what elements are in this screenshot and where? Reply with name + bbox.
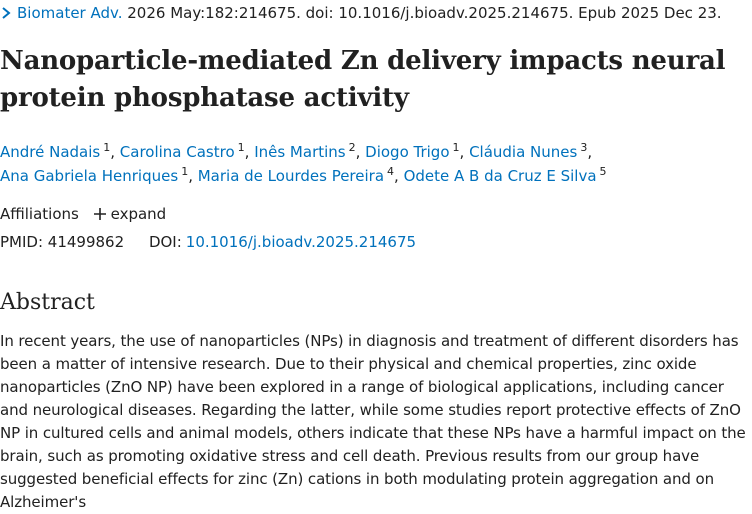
author-link[interactable]: Maria de Lourdes Pereira xyxy=(197,167,385,185)
affiliation-number[interactable]: 1 xyxy=(237,141,245,154)
abstract-heading: Abstract xyxy=(0,290,95,315)
affiliation-number[interactable]: 1 xyxy=(452,141,460,154)
journal-name: Biomater Adv. xyxy=(17,4,123,22)
doi-link[interactable]: 10.1016/j.bioadv.2025.214675 xyxy=(185,233,417,251)
abstract-text: In recent years, the use of nanoparticles (NPs) in diagnosis and treatment of different disorders has been a matter of intensive research. Due to their physical and chemical properties, zinc oxide nanoparticles (ZnO NP) have been explored in a range of biological applications, including cancer and neurological diseases. Regarding the latter, while some studies report protective effects of ZnO NP in cultured cells and animal models, others indicate that these NPs have a harmful impact on the brain, such as promoting oxidative stress and cell death. Previous results from our group have suggested beneficial effects for zinc (Zn) cations in both modulating protein aggregation and on Alzheimer's xyxy=(0,332,746,511)
author-link[interactable]: André Nadais xyxy=(0,143,101,161)
affiliation-number[interactable]: 1 xyxy=(103,141,111,154)
citation-details: 2026 May:182:214675. doi: 10.1016/j.bioadv.2025.214675. Epub 2025 Dec 23. xyxy=(127,4,722,22)
citation-line xyxy=(0,3,722,23)
author-link[interactable]: Cláudia Nunes xyxy=(469,143,578,161)
doi-label: DOI: xyxy=(148,233,182,251)
author-link[interactable]: Carolina Castro xyxy=(119,143,235,161)
affiliation-number[interactable]: 4 xyxy=(387,165,395,178)
plus-icon xyxy=(94,208,106,220)
expand-affiliations-button[interactable] xyxy=(94,205,167,223)
article-title: Nanoparticle-mediated Zn delivery impacts neural protein phosphatase activity xyxy=(0,46,726,113)
affiliations-label: Affiliations xyxy=(0,205,79,223)
chevron-right-icon xyxy=(0,6,13,20)
journal-link[interactable] xyxy=(0,4,122,22)
expand-label: expand xyxy=(110,205,167,223)
pmid-value: 41499862 xyxy=(47,233,125,251)
identifiers-row xyxy=(0,232,416,252)
pmid-label: PMID: xyxy=(0,233,44,251)
affiliations-row xyxy=(0,204,166,224)
affiliation-number[interactable]: 5 xyxy=(599,165,607,178)
affiliation-number[interactable]: 1 xyxy=(181,165,189,178)
affiliation-number[interactable]: 3 xyxy=(580,141,588,154)
author-link[interactable]: Odete A B da Cruz E Silva xyxy=(403,167,597,185)
author-link[interactable]: Inês Martins xyxy=(254,143,346,161)
author-list: André Nadais $^1$, Carolina Castro $^1$, Inês Martins $^2$, Diogo Trigo $^1$, Cláudia Nunes $^3$, Ana Gabriela Henriques $^1$, Maria de Lourdes Pereira $^4$, Odete A B da Cruz E Silva $^5$ xyxy=(0,141,607,185)
author-link[interactable]: Diogo Trigo xyxy=(365,143,450,161)
affiliation-number[interactable]: 2 xyxy=(348,141,356,154)
author-link[interactable]: Ana Gabriela Henriques xyxy=(0,167,179,185)
